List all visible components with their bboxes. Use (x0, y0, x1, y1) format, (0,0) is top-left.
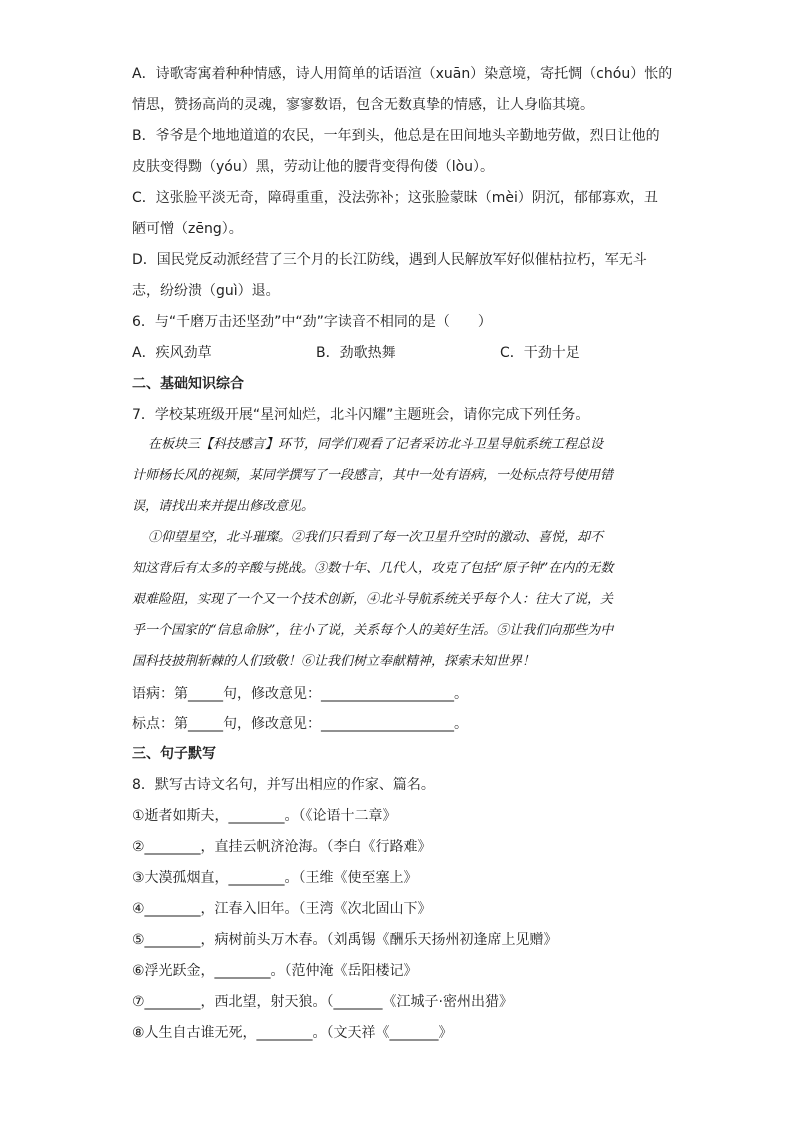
option-c (132, 188, 672, 239)
question-7-material (132, 436, 672, 671)
grammar-error-fill-blank[interactable]: 语病：第_____句，修改意见：___________________。 (132, 686, 468, 702)
passage-line-1: ①仰望星空，北斗璀璨。②我们只看到了每一次卫星升空时的激动、喜悦，却不 (148, 530, 604, 545)
passage-line-4: 乎一个国家的“信息命脉”，往小了说，关系每个人的美好生活。⑤让我们向那些为中 (132, 623, 614, 638)
page-content (132, 64, 672, 1054)
option-b-line-2: 皮肤变得黝（yóu）黑，劳动让他的腰背变得佝偻（lòu）。 (132, 159, 495, 175)
dictation-item-8[interactable]: ⑧人生自古谁无死，________。（文天祥《_______》 (132, 1025, 453, 1041)
question-8-stem: 8．默写古诗文名句，并写出相应的作家、篇名。 (132, 777, 435, 793)
dictation-item-2[interactable]: ②________，直挂云帆济沧海。（李白《行路难》 (132, 839, 432, 855)
option-a-line-1: A．诗歌寄寓着种种情感，诗人用简单的话语渲（xuān）染意境，寄托惆（chóu）怅的 (132, 66, 673, 82)
material-intro-line-1: 在板块三【科技感言】环节，同学们观看了记者采访北斗卫星导航系统工程总设 (148, 437, 604, 452)
dictation-item-3[interactable]: ③大漠孤烟直，________。（王维《使至塞上》 (132, 870, 418, 886)
option-c-line-1: C．这张脸平淡无奇，障碍重重，没法弥补；这张脸蒙昧（mèi）阴沉，郁郁寡欢，丑 (132, 190, 658, 206)
question-7-stem: 7．学校某班级开展“星河灿烂，北斗闪耀”主题班会，请你完成下列任务。 (132, 407, 590, 423)
section-2-title: 二、基础知识综合 (132, 376, 244, 392)
passage-line-2: 知这背后有太多的辛酸与挑战。③数十年、几代人，攻克了包括“原子钟”在内的无数 (132, 561, 614, 576)
option-d-line-1: D．国民党反动派经营了三个月的长江防线，遇到人民解放军好似催枯拉朽，军无斗 (132, 252, 647, 268)
question-8-items (132, 806, 672, 1043)
question-6-option-b: B．劲歌热舞 (316, 345, 396, 361)
dictation-item-7[interactable]: ⑦________，西北望，射天狼。（_______《江城子·密州出猎》 (132, 994, 513, 1010)
dictation-item-6[interactable]: ⑥浮光跃金，________。（范仲淹《岳阳楼记》 (132, 963, 418, 979)
passage-line-3: 艰难险阻，实现了一个又一个技术创新，④北斗导航系统关乎每个人：往大了说，关 (132, 592, 614, 607)
question-6-stem: 6．与“千磨万击还坚劲”中“劲”字读音不相同的是（ ） (132, 314, 492, 330)
option-c-line-2: 陋可憎（zēng）。 (132, 221, 243, 237)
option-b (132, 126, 672, 177)
dictation-item-5[interactable]: ⑤________，病树前头万木春。（刘禹锡《酬乐天扬州初逢席上见赠》 (132, 932, 558, 948)
question-6-options (132, 343, 672, 363)
material-intro-line-2: 计师杨长风的视频，某同学撰写了一段感言，其中一处有语病，一处标点符号使用错 (132, 468, 614, 483)
dictation-item-4[interactable]: ④________，江春入旧年。（王湾《次北固山下》 (132, 901, 432, 917)
option-a-line-2: 情思，赞扬高尚的灵魂，寥寥数语，包含无数真挚的情感，让人身临其境。 (132, 97, 594, 113)
option-d (132, 250, 672, 301)
material-intro-line-3: 误，请找出来并提出修改意见。 (132, 499, 315, 514)
question-6-option-a: A．疾风劲草 (132, 345, 212, 361)
option-b-line-1: B．爷爷是个地地道道的农民，一年到头，他总是在田间地头辛勤地劳做，烈日让他的 (132, 128, 660, 144)
passage-line-5: 国科技披荆斩棘的人们致敬！⑥让我们树立奉献精神，探索未知世界！ (132, 654, 536, 669)
dictation-item-1[interactable]: ①逝者如斯夫，________。（《论语十二章》 (132, 808, 397, 824)
option-a (132, 64, 672, 115)
punctuation-error-fill-blank[interactable]: 标点：第_____句，修改意见：___________________。 (132, 716, 468, 732)
option-d-line-2: 志，纷纷溃（guì）退。 (132, 283, 280, 299)
question-6-option-c: C．干劲十足 (500, 345, 580, 361)
section-3-title: 三、句子默写 (132, 746, 216, 762)
